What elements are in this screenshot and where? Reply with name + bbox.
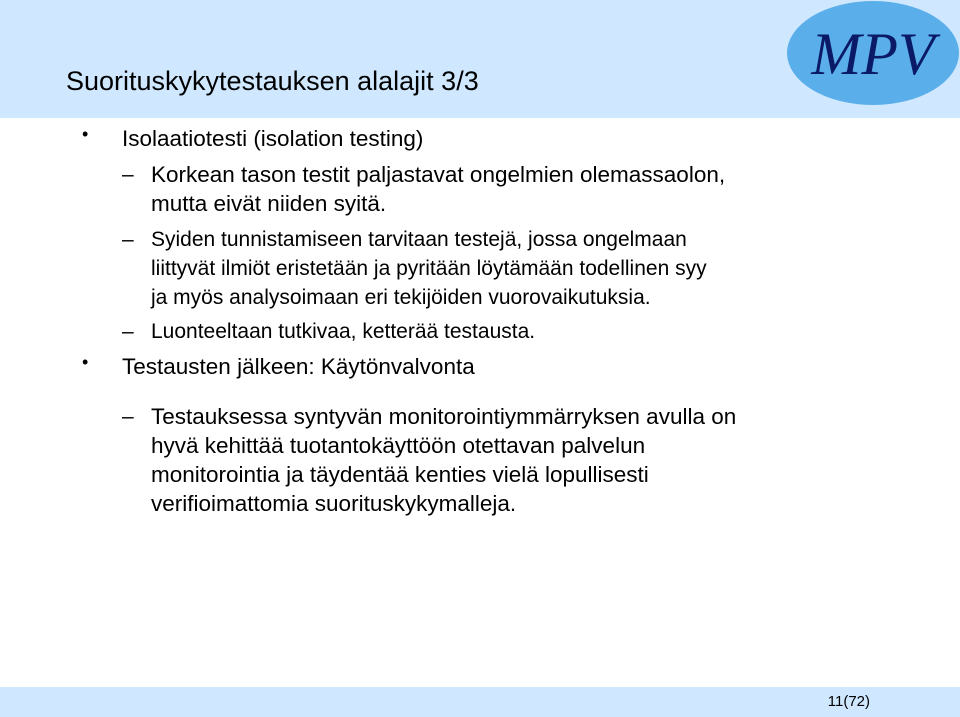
footer-band <box>0 687 960 717</box>
sub-item-line: Testauksessa syntyvän monitorointiymmärryksen avulla on <box>151 404 737 429</box>
sub-item-line: verifioimattomia suorituskykymalleja. <box>151 491 517 516</box>
sub-item-line: ja myös analysoimaan eri tekijöiden vuorovaikutuksia. <box>151 286 651 309</box>
mpv-logo <box>786 0 960 106</box>
bullet-marker: • <box>82 352 89 372</box>
page-number: 11(72) <box>827 693 870 710</box>
sub-item-line: Syiden tunnistamiseen tarvitaan testejä, jossa ongelmaan <box>151 228 687 251</box>
dash-marker: – <box>122 405 134 428</box>
bullet-item: Testausten jälkeen: Käytönvalvonta <box>122 354 475 379</box>
logo-text: MPV <box>811 21 935 87</box>
sub-item-line: Luonteeltaan tutkivaa, ketterää testausta. <box>151 320 536 343</box>
dash-marker: – <box>122 228 134 251</box>
bullet-item: Isolaatiotesti (isolation testing) <box>122 126 424 151</box>
slide-title: Suorituskykytestauksen alalajit 3/3 <box>66 66 479 96</box>
sub-item-line: liittyvät ilmiöt eristetään ja pyritään löytämään todellinen syy <box>151 257 707 280</box>
sub-item-line: Korkean tason testit paljastavat ongelmien olemassaolon, <box>151 162 726 187</box>
sub-item-line: mutta eivät niiden syitä. <box>151 191 387 216</box>
bullet-marker: • <box>82 124 89 144</box>
dash-marker: – <box>122 320 134 343</box>
dash-marker: – <box>122 163 134 186</box>
sub-item-line: hyvä kehittää tuotantokäyttöön otettavan palvelun <box>151 433 646 458</box>
sub-item-line: monitorointia ja täydentää kenties vielä lopullisesti <box>151 462 649 487</box>
